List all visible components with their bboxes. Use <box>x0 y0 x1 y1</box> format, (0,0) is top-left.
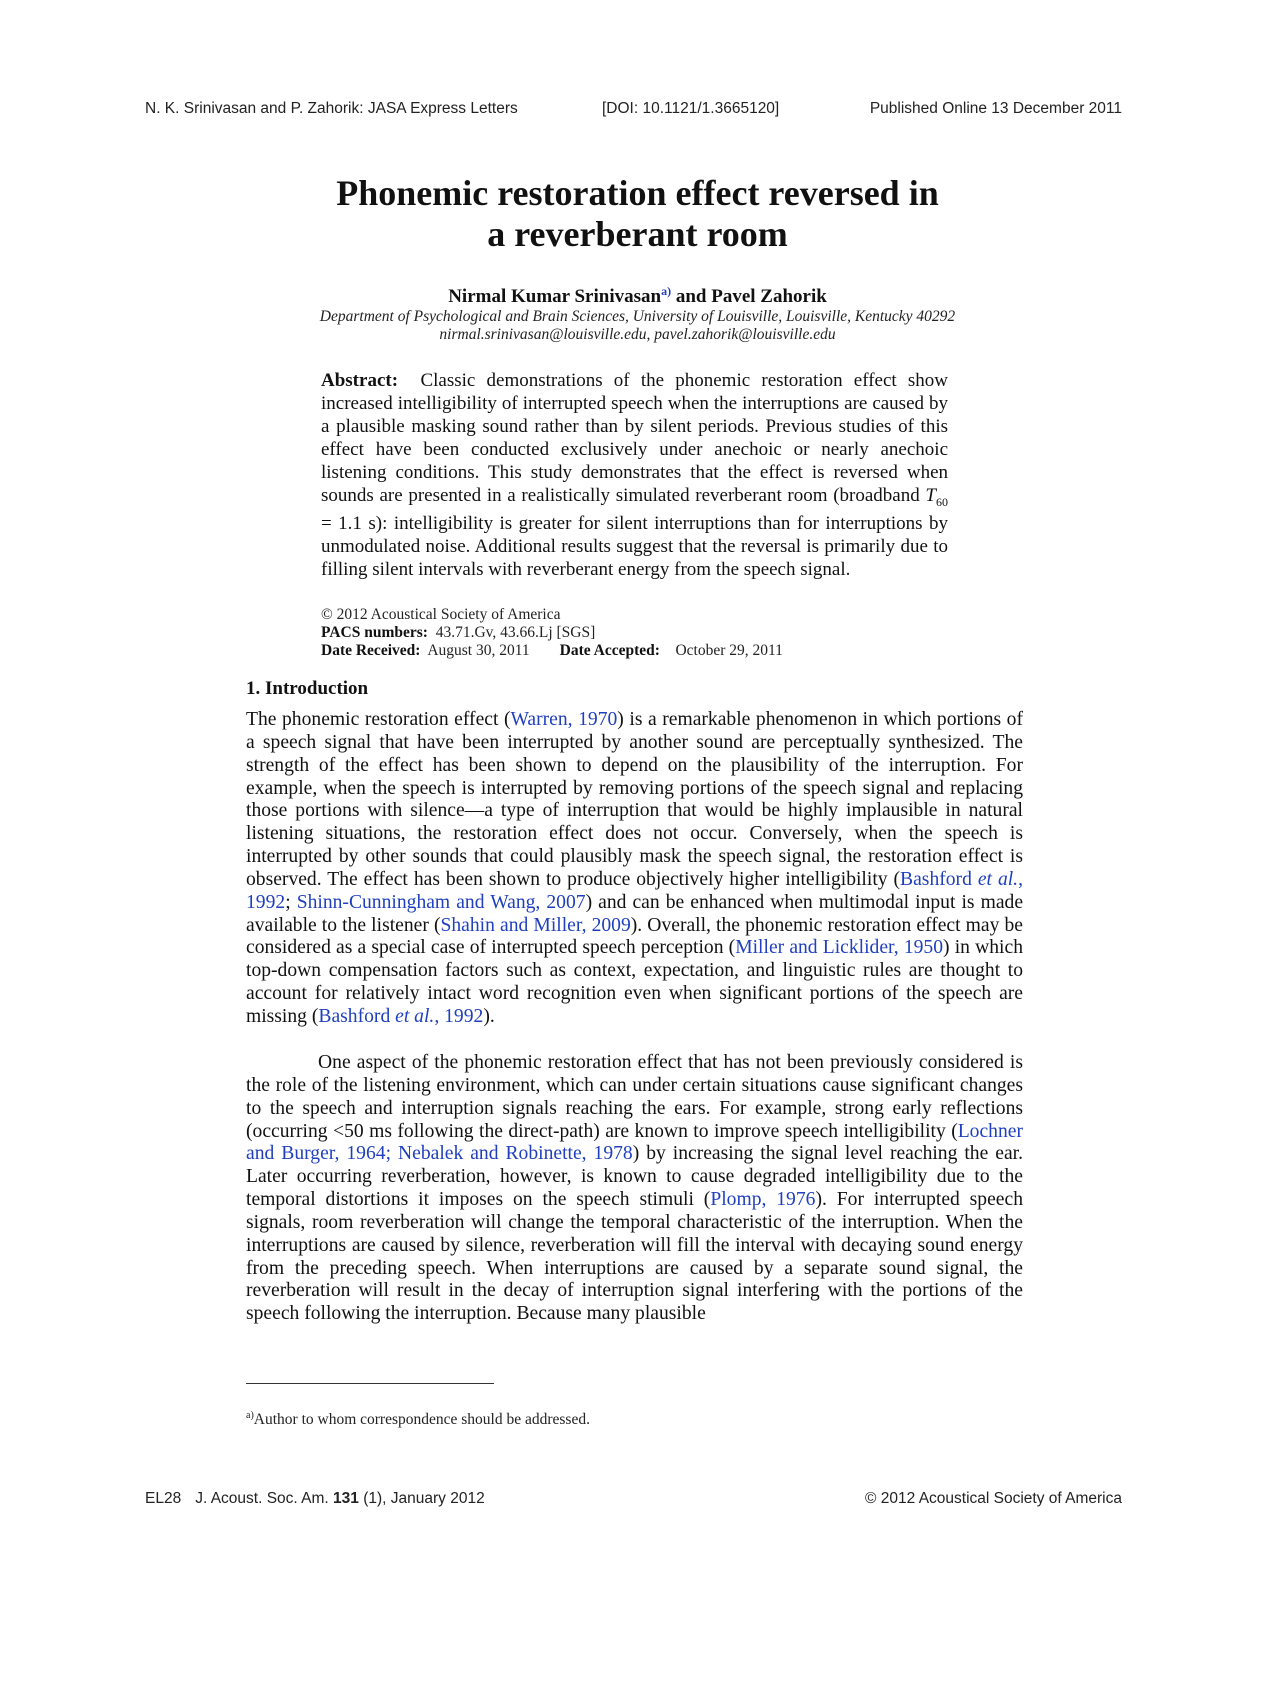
footnote-divider <box>246 1383 494 1384</box>
body-paragraph <box>246 1052 1023 1326</box>
abstract-text: = 1.1 s): intelligibility is greater for silent interruptions than for interruptions by unmodulated noise. Additional results suggest that the reversal is primarily due to filling silent intervals with reverberant energy from the speech signal. <box>321 513 948 581</box>
abstract <box>321 370 948 582</box>
paragraph-text: ) is a remarkable phenomenon in which portions of a speech signal that have been interrupted by another sound are perceptually synthesized. The strength of the effect has been shown to depend on the plausibility of the interruption. For example, when the speech is interrupted by removing portions of the speech signal and replacing those portions with silence—a type of interruption that would be highly implausible in natural listening situations, the restoration effect does not occur. Conversely, when the speech is interrupted by other sounds that could plausibly mask the speech signal, the restoration effect is observed. The effect has been shown to produce objectively higher intelligibility ( <box>246 709 1023 890</box>
footnote-link[interactable]: a) <box>661 284 672 298</box>
title-line-2: a reverberant room <box>487 214 788 254</box>
paragraph-text: ) in which top-down compensation factors such as context, expectation, and linguistic rules are thought to account for relatively intact word recognition even when significant portions of the speech are missing ( <box>246 937 1023 1027</box>
journal-name: J. Acoust. Soc. Am. <box>195 1490 334 1507</box>
citation-link[interactable]: Plomp, 1976 <box>710 1189 816 1211</box>
footnote-mark: a) <box>246 1410 254 1421</box>
author-list <box>0 284 1275 308</box>
paragraph-text: One aspect of the phonemic restoration effect that has not been previously considered is the role of the listening environment, which can under certain situations cause significant changes to the speech and interruption signals reaching the ears. For example, strong early reflections (occurring <50 ms following the direct-path) are known to improve speech intelligibility ( <box>246 1052 1023 1142</box>
body-paragraph <box>246 709 1023 1029</box>
citation-link[interactable]: Shinn-Cunningham and Wang, 2007 <box>296 891 586 913</box>
citation-link[interactable] <box>318 1006 483 1027</box>
author-emails: nirmal.srinivasan@louisville.edu, pavel.zahorik@louisville.edu <box>439 326 836 343</box>
citation-link[interactable]: Lochner and Burger, 1964; Nebalek and Robinette, 1978 <box>246 1120 1023 1165</box>
page-footer-copyright: © 2012 Acoustical Society of America <box>865 1490 1122 1507</box>
running-header-doi: [DOI: 10.1121/1.3665120] <box>602 100 780 117</box>
reverb-time-symbol: T <box>925 484 936 506</box>
paragraph-text: ). Overall, the phonemic restoration effect may be considered as a special case of interrupted speech perception ( <box>246 914 1023 959</box>
accepted-date: October 29, 2011 <box>675 642 783 659</box>
pacs-numbers <box>321 624 595 642</box>
citation-text: Bashford <box>900 868 978 890</box>
citation-text: , 1992 <box>434 1005 484 1027</box>
pacs-label: PACS numbers: <box>321 624 428 641</box>
received-date: August 30, 2011 <box>427 642 530 659</box>
paragraph-text: ) by increasing the signal level reaching the ear. Later occurring reverberation, however, is known to cause degraded intelligibility due to the temporal distortions it imposes on the speech stimuli ( <box>246 1143 1024 1211</box>
reverb-time-subscript: 60 <box>936 494 948 509</box>
citation-text: Bashford <box>318 1005 396 1027</box>
accepted-label: Date Accepted: <box>559 642 660 659</box>
pacs-value: 43.71.Gv, 43.66.Lj [SGS] <box>435 624 596 641</box>
author-name: Nirmal Kumar Srinivasan <box>448 286 662 307</box>
citation-text: et al. <box>977 868 1019 890</box>
abstract-text: Classic demonstrations of the phonemic restoration effect show increased intelligibility of interrupted speech when the interruptions are caused by a plausible masking sound rather than by silent periods. Previous studies of this effect have been conducted exclusively under anechoic or nearly anechoic listening conditions. This study demonstrates that the effect is reversed when sounds are presented in a realistically simulated reverberant room (broadband <box>321 370 949 506</box>
received-label: Date Received: <box>321 642 421 659</box>
author-connector: and <box>671 286 712 307</box>
section-heading: 1. Introduction <box>246 678 369 699</box>
title-line-1: Phonemic restoration effect reversed in <box>336 173 939 213</box>
footnote <box>246 1410 590 1429</box>
affiliation: Department of Psychological and Brain Sciences, University of Louisville, Louisville, Kentucky 40292 <box>319 308 956 325</box>
page-number: EL28 <box>145 1490 182 1507</box>
paragraph-text: ). <box>483 1005 495 1027</box>
page-footer-citation <box>145 1490 485 1508</box>
footnote-text: Author to whom correspondence should be addressed. <box>253 1411 590 1428</box>
paragraph-text: ) and can be enhanced when multimodal input is made available to the listener ( <box>246 891 1024 936</box>
paragraph-text: ). For interrupted speech signals, room reverberation will change the temporal characteristic of the interruption. When the interruptions are caused by silence, reverberation will fill the interval with decaying sound energy from the preceding speech. When interruptions are caused by a separate sound signal, the reverberation will result in the decay of interruption signal interfering with the portions of the speech following the interruption. Because many plausible <box>246 1189 1023 1325</box>
journal-issue: (1), January 2012 <box>358 1490 485 1507</box>
citation-link[interactable]: Warren, 1970 <box>510 709 618 730</box>
citation-link[interactable]: Shahin and Miller, 2009 <box>440 914 631 936</box>
author-name: Pavel Zahorik <box>711 286 827 307</box>
citation-text: et al. <box>395 1005 435 1027</box>
citation-text: , 1992 <box>246 868 1023 913</box>
copyright-notice: © 2012 Acoustical Society of America <box>321 606 561 623</box>
abstract-label: Abstract: <box>321 370 399 391</box>
running-header-authors: N. K. Srinivasan and P. Zahorik: JASA Express Letters <box>145 100 518 117</box>
paragraph-text: The phonemic restoration effect ( <box>246 709 511 730</box>
citation-link[interactable]: Miller and Licklider, 1950 <box>735 937 944 959</box>
article-dates <box>321 642 783 660</box>
article-title <box>0 173 1275 255</box>
running-header-published: Published Online 13 December 2011 <box>869 100 1122 117</box>
paragraph-text: ; <box>285 891 297 913</box>
journal-volume: 131 <box>333 1490 359 1507</box>
